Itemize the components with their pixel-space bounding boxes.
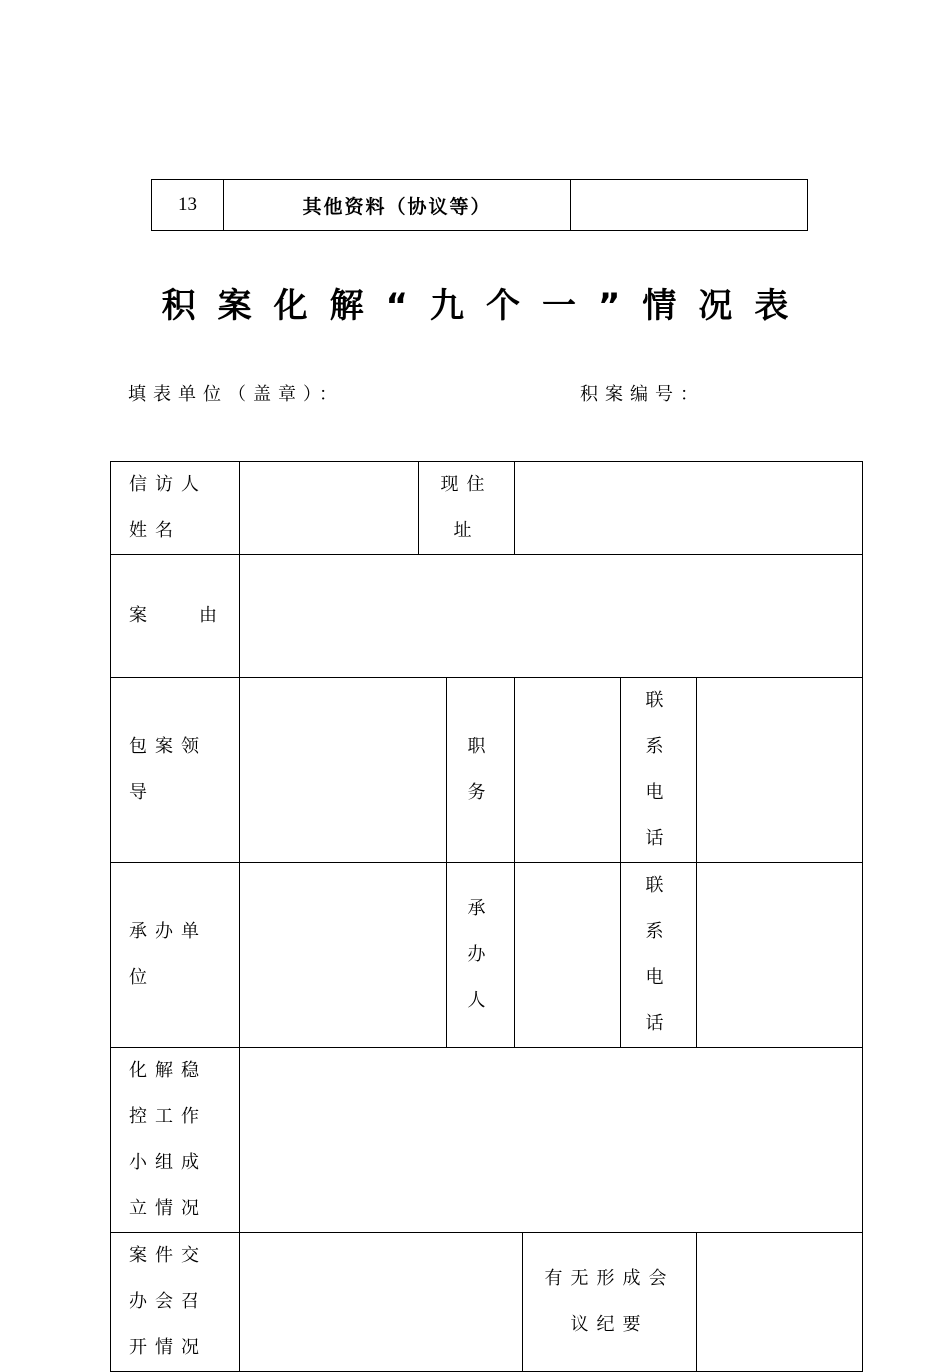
- table-row: [111, 555, 863, 678]
- handling-unit-label: 承办单位: [111, 863, 240, 1048]
- other-materials-row-table: [151, 179, 808, 231]
- page-title: 积案化解“九个一”情况表: [161, 286, 811, 326]
- case-number-label: 积案编号：: [580, 384, 705, 405]
- meeting-minutes-label: 有无形成会议纪要: [523, 1233, 697, 1372]
- case-reason-label: 案 由: [111, 555, 240, 678]
- table-row: [111, 462, 863, 555]
- working-group-label: 化解稳控工作小组成立情况: [111, 1048, 240, 1233]
- leader-field[interactable]: [240, 678, 447, 863]
- leader-label: 包案领导: [111, 678, 240, 863]
- contact-phone-label: 联系电话: [621, 678, 697, 863]
- row-value-cell[interactable]: [571, 180, 808, 231]
- assignment-meeting-label: 案件交办会召开情况: [111, 1233, 240, 1372]
- petitioner-name-field[interactable]: [240, 462, 419, 555]
- position-label: 职务: [447, 678, 515, 863]
- filling-unit-label: 填表单位（盖章）：: [128, 384, 344, 405]
- table-row: [111, 1048, 863, 1233]
- meeting-minutes-field[interactable]: [697, 1233, 863, 1372]
- working-group-field[interactable]: [240, 1048, 863, 1233]
- handler-field[interactable]: [515, 863, 621, 1048]
- row-number: 13: [152, 180, 224, 231]
- address-label: 现住址: [419, 462, 515, 555]
- contact-phone-field-2[interactable]: [697, 863, 863, 1048]
- row-label: 其他资料（协议等）: [224, 180, 571, 231]
- table-row: [152, 180, 808, 231]
- table-row: [111, 1233, 863, 1372]
- case-reason-field[interactable]: [240, 555, 863, 678]
- handler-label: 承办人: [447, 863, 515, 1048]
- petitioner-name-label: 信访人姓名: [111, 462, 240, 555]
- position-field[interactable]: [515, 678, 621, 863]
- assignment-meeting-field[interactable]: [240, 1233, 523, 1372]
- handling-unit-field[interactable]: [240, 863, 447, 1048]
- contact-phone-field[interactable]: [697, 678, 863, 863]
- table-row: [111, 863, 863, 1048]
- address-field[interactable]: [515, 462, 863, 555]
- contact-phone-label-2: 联系电话: [621, 863, 697, 1048]
- case-form-table: [110, 461, 863, 1372]
- table-row: [111, 678, 863, 863]
